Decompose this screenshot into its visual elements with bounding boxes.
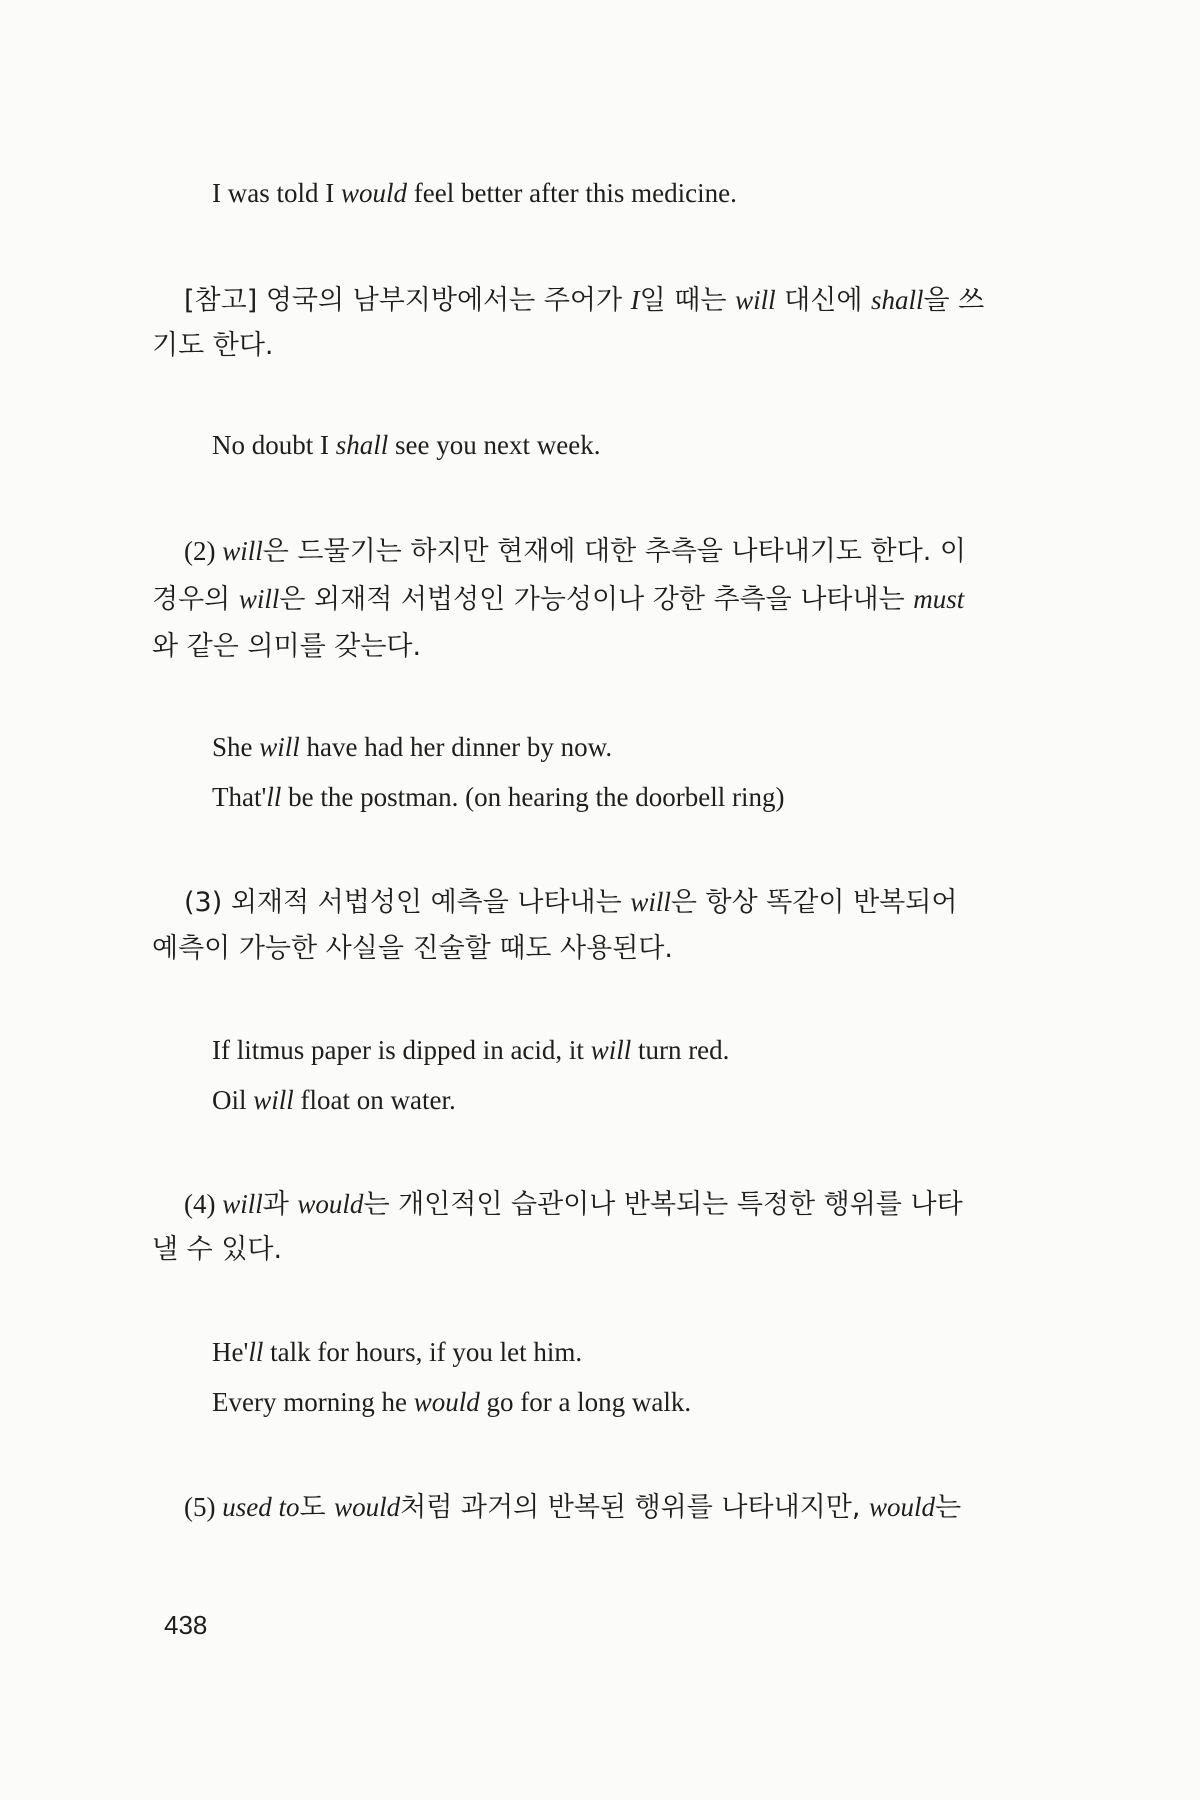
text-run: 기도 한다. <box>152 330 274 361</box>
section-3-paragraph-line <box>184 885 957 920</box>
text-run: (3) 외재적 서법성인 예측을 나타내는 <box>184 887 631 918</box>
italic-term: used to <box>222 1492 300 1522</box>
italic-term: would <box>868 1492 935 1522</box>
text-run: be the postman. (on hearing the doorbell ring) <box>281 782 785 812</box>
text-run: 도 <box>299 1492 335 1523</box>
italic-term: I <box>630 285 640 315</box>
section-2-paragraph-line <box>152 630 421 664</box>
text-run: 는 개인적인 습관이나 반복되는 특정한 행위를 나타 <box>363 1189 963 1220</box>
example-sentence <box>212 428 600 462</box>
text-run: I was told I <box>212 178 341 208</box>
text-run: That' <box>212 782 267 812</box>
example-sentence <box>212 730 612 764</box>
section-4-paragraph-line <box>152 1233 282 1267</box>
text-run: (4) <box>184 1189 223 1219</box>
note-paragraph-line <box>152 329 274 363</box>
example-sentence <box>212 780 784 814</box>
text-run: 은 외재적 서법성인 가능성이나 강한 추측을 나타내는 <box>279 584 914 615</box>
note-paragraph-line <box>184 283 984 318</box>
text-run: 과 <box>262 1189 298 1220</box>
text-run: [참고] 영국의 남부지방에서는 주어가 <box>184 285 631 316</box>
example-sentence <box>212 1033 729 1067</box>
text-run: float on water. <box>293 1085 456 1115</box>
page-number: 438 <box>164 1610 208 1640</box>
text-run: He' <box>212 1337 249 1367</box>
text-run: If litmus paper is dipped in acid, it <box>212 1035 591 1065</box>
text-run: 처럼 과거의 반복된 행위를 나타내지만, <box>400 1492 869 1523</box>
italic-term: will <box>259 732 300 762</box>
text-run: 대신에 <box>775 285 871 316</box>
italic-term: ll <box>248 1337 264 1367</box>
section-2-paragraph-line <box>152 582 964 617</box>
text-run: 일 때는 <box>639 285 736 316</box>
text-run: feel better after this medicine. <box>407 178 737 208</box>
italic-term: will <box>222 1189 263 1219</box>
italic-term: shall <box>871 285 924 315</box>
example-sentence <box>212 1083 456 1117</box>
italic-term: will <box>590 1035 632 1065</box>
italic-term: ll <box>266 782 282 812</box>
italic-term: shall <box>335 430 389 460</box>
text-run: Every morning he <box>212 1387 414 1417</box>
italic-term: would <box>413 1387 480 1417</box>
text-run: No doubt I <box>212 430 336 460</box>
italic-term: will <box>222 536 263 566</box>
section-4-paragraph-line <box>184 1187 963 1222</box>
italic-term: will <box>630 887 671 917</box>
text-run: 은 드물기는 하지만 현재에 대한 추측을 나타내기도 한다. 이 <box>262 536 966 567</box>
italic-term: will <box>735 285 776 315</box>
italic-term: would <box>334 1492 401 1522</box>
italic-term: will <box>253 1085 294 1115</box>
text-run: (2) <box>184 536 223 566</box>
text-run: talk for hours, if you let him. <box>263 1337 583 1367</box>
section-2-paragraph-line <box>184 534 966 569</box>
text-run: 예측이 가능한 사실을 진술할 때도 사용된다. <box>152 933 673 964</box>
text-run: 을 쓰 <box>923 285 985 316</box>
text-run: She <box>212 732 260 762</box>
italic-term: will <box>238 584 280 614</box>
example-sentence <box>212 176 737 210</box>
text-run: have had her dinner by now. <box>299 732 613 762</box>
text-run: 와 같은 의미를 갖는다. <box>152 631 422 662</box>
text-run: 낼 수 있다. <box>152 1234 283 1265</box>
text-run: go for a long walk. <box>479 1387 692 1417</box>
italic-term: would <box>340 178 407 208</box>
section-3-paragraph-line <box>152 932 673 966</box>
example-sentence <box>212 1335 582 1369</box>
text-run: 경우의 <box>152 584 239 615</box>
text-run: Oil <box>212 1085 254 1115</box>
text-run: turn red. <box>631 1035 730 1065</box>
text-run: see you next week. <box>388 430 601 460</box>
italic-term: must <box>913 584 965 614</box>
text-run: (5) <box>184 1492 223 1522</box>
italic-term: would <box>297 1189 364 1219</box>
text-run: 는 <box>935 1492 962 1523</box>
text-run: 은 항상 똑같이 반복되어 <box>670 887 958 918</box>
section-5-paragraph-line <box>184 1490 961 1525</box>
example-sentence <box>212 1385 691 1419</box>
